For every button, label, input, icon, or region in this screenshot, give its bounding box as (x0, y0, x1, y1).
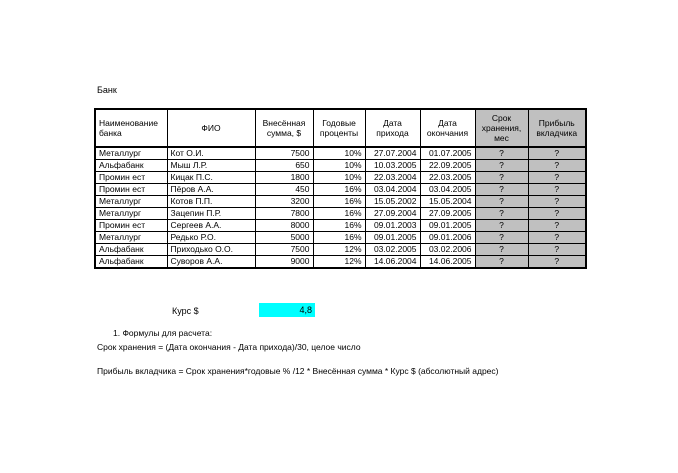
cell-percent[interactable]: 10% (313, 172, 365, 184)
table-row (95, 220, 586, 232)
cell-sum[interactable]: 1800 (255, 172, 313, 184)
cell-percent[interactable]: 10% (313, 147, 365, 160)
table-header-row (95, 109, 586, 147)
cell-profit[interactable]: ? (528, 184, 586, 196)
table-row (95, 244, 586, 256)
cell-profit[interactable]: ? (528, 147, 586, 160)
table-row (95, 196, 586, 208)
cell-bank[interactable]: Промин ест (95, 172, 167, 184)
cell-profit[interactable]: ? (528, 256, 586, 269)
cell-term[interactable]: ? (475, 172, 528, 184)
cell-date-out[interactable]: 27.09.2005 (420, 208, 475, 220)
cell-percent[interactable]: 16% (313, 196, 365, 208)
cell-profit[interactable]: ? (528, 196, 586, 208)
cell-percent[interactable]: 16% (313, 232, 365, 244)
cell-fio[interactable]: Приходько О.О. (167, 244, 255, 256)
table-row (95, 160, 586, 172)
cell-term[interactable]: ? (475, 256, 528, 269)
header-term[interactable]: Срок хранения, мес (475, 109, 528, 147)
cell-date-out[interactable]: 09.01.2006 (420, 232, 475, 244)
table-row (95, 172, 586, 184)
table-row (95, 208, 586, 220)
cell-profit[interactable]: ? (528, 220, 586, 232)
cell-profit[interactable]: ? (528, 172, 586, 184)
header-date-out[interactable]: Дата окончания (420, 109, 475, 147)
cell-sum[interactable]: 5000 (255, 232, 313, 244)
cell-percent[interactable]: 12% (313, 256, 365, 269)
cell-date-out[interactable]: 01.07.2005 (420, 147, 475, 160)
cell-profit[interactable]: ? (528, 208, 586, 220)
cell-profit[interactable]: ? (528, 244, 586, 256)
cell-date-in[interactable]: 10.03.2005 (365, 160, 420, 172)
cell-bank[interactable]: Промин ест (95, 220, 167, 232)
cell-date-in[interactable]: 15.05.2002 (365, 196, 420, 208)
cell-term[interactable]: ? (475, 208, 528, 220)
cell-date-out[interactable]: 14.06.2005 (420, 256, 475, 269)
cell-term[interactable]: ? (475, 196, 528, 208)
cell-term[interactable]: ? (475, 244, 528, 256)
cell-fio[interactable]: Редько Р.О. (167, 232, 255, 244)
cell-sum[interactable]: 3200 (255, 196, 313, 208)
cell-bank[interactable]: Металлург (95, 208, 167, 220)
cell-date-in[interactable]: 27.07.2004 (365, 147, 420, 160)
cell-fio[interactable]: Кот О.И. (167, 147, 255, 160)
cell-date-out[interactable]: 22.09.2005 (420, 160, 475, 172)
table-row (95, 147, 586, 160)
cell-bank[interactable]: Металлург (95, 232, 167, 244)
bank-table (94, 108, 587, 269)
cell-fio[interactable]: Кицак П.С. (167, 172, 255, 184)
table-row (95, 232, 586, 244)
cell-term[interactable]: ? (475, 147, 528, 160)
cell-date-in[interactable]: 03.04.2004 (365, 184, 420, 196)
cell-bank[interactable]: Промин ест (95, 184, 167, 196)
cell-date-in[interactable]: 09.01.2003 (365, 220, 420, 232)
cell-fio[interactable]: Суворов А.А. (167, 256, 255, 269)
cell-percent[interactable]: 16% (313, 184, 365, 196)
cell-term[interactable]: ? (475, 160, 528, 172)
cell-bank[interactable]: Альфабанк (95, 256, 167, 269)
table-row (95, 184, 586, 196)
header-fio[interactable]: ФИО (167, 109, 255, 147)
cell-percent[interactable]: 10% (313, 160, 365, 172)
cell-sum[interactable]: 7500 (255, 244, 313, 256)
cell-bank[interactable]: Металлург (95, 147, 167, 160)
cell-date-in[interactable]: 14.06.2004 (365, 256, 420, 269)
header-bank[interactable]: Наименование банка (95, 109, 167, 147)
cell-date-out[interactable]: 22.03.2005 (420, 172, 475, 184)
cell-sum[interactable]: 7800 (255, 208, 313, 220)
cell-bank[interactable]: Металлург (95, 196, 167, 208)
profit-formula: Прибыль вкладчика = Срок хранения*годовые % /12 * Внесённая сумма * Курс $ (абсолютный адрес) (97, 366, 499, 376)
cell-fio[interactable]: Зацепин П.Р. (167, 208, 255, 220)
cell-date-in[interactable]: 03.02.2005 (365, 244, 420, 256)
cell-date-out[interactable]: 03.04.2005 (420, 184, 475, 196)
cell-sum[interactable]: 9000 (255, 256, 313, 269)
cell-sum[interactable]: 650 (255, 160, 313, 172)
formulas-heading: 1. Формулы для расчета: (113, 328, 213, 338)
cell-percent[interactable]: 16% (313, 208, 365, 220)
cell-fio[interactable]: Пёров А.А. (167, 184, 255, 196)
cell-fio[interactable]: Мыш Л.Р. (167, 160, 255, 172)
cell-date-out[interactable]: 09.01.2005 (420, 220, 475, 232)
rate-value-cell[interactable]: 4,8 (259, 303, 315, 317)
cell-profit[interactable]: ? (528, 160, 586, 172)
cell-date-out[interactable]: 15.05.2004 (420, 196, 475, 208)
header-date-in[interactable]: Дата прихода (365, 109, 420, 147)
cell-term[interactable]: ? (475, 184, 528, 196)
cell-percent[interactable]: 16% (313, 220, 365, 232)
term-formula: Срок хранения = (Дата окончания - Дата прихода)/30, целое число (97, 342, 361, 352)
header-profit[interactable]: Прибыль вкладчика (528, 109, 586, 147)
cell-date-in[interactable]: 09.01.2005 (365, 232, 420, 244)
cell-bank[interactable]: Альфабанк (95, 160, 167, 172)
cell-date-in[interactable]: 27.09.2004 (365, 208, 420, 220)
cell-fio[interactable]: Котов П.П. (167, 196, 255, 208)
cell-sum[interactable]: 450 (255, 184, 313, 196)
cell-fio[interactable]: Сергеев А.А. (167, 220, 255, 232)
cell-sum[interactable]: 7500 (255, 147, 313, 160)
header-percent[interactable]: Годовые проценты (313, 109, 365, 147)
cell-percent[interactable]: 12% (313, 244, 365, 256)
cell-bank[interactable]: Альфабанк (95, 244, 167, 256)
rate-label: Курс $ (172, 306, 199, 316)
cell-sum[interactable]: 8000 (255, 220, 313, 232)
cell-term[interactable]: ? (475, 232, 528, 244)
cell-term[interactable]: ? (475, 220, 528, 232)
page-title: Банк (97, 85, 117, 95)
cell-profit[interactable]: ? (528, 232, 586, 244)
cell-date-out[interactable]: 03.02.2006 (420, 244, 475, 256)
table-row (95, 256, 586, 269)
header-sum[interactable]: Внесённая сумма, $ (255, 109, 313, 147)
cell-date-in[interactable]: 22.03.2004 (365, 172, 420, 184)
